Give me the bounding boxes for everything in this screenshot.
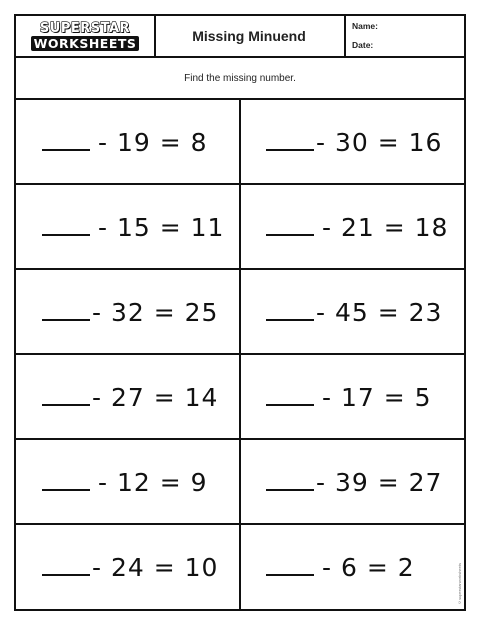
answer-blank[interactable]	[42, 319, 90, 321]
problem-expression: - 12 = 9	[98, 468, 208, 497]
worksheet-title: Missing Minuend	[192, 28, 306, 44]
problem-cell	[42, 525, 218, 610]
problem-cell	[266, 100, 442, 185]
problem-cell	[42, 100, 208, 185]
problem-expression: - 15 = 11	[98, 213, 225, 242]
problem-expression: - 32 = 25	[92, 298, 219, 327]
superstar-worksheets-logo	[20, 18, 150, 54]
problem-expression: - 27 = 14	[92, 383, 219, 412]
date-field[interactable]: Date:	[352, 40, 374, 50]
answer-blank[interactable]	[42, 489, 90, 491]
problem-cell	[42, 270, 218, 355]
answer-blank[interactable]	[266, 574, 314, 576]
problem-expression: - 17 = 5	[322, 383, 432, 412]
answer-blank[interactable]	[266, 319, 314, 321]
instructions: Find the missing number.	[16, 58, 464, 100]
problem-expression: - 39 = 27	[316, 468, 443, 497]
answer-blank[interactable]	[42, 234, 90, 236]
problem-cell	[42, 185, 224, 270]
problem-cell	[42, 440, 208, 525]
problem-expression: - 21 = 18	[322, 213, 449, 242]
problem-cell	[266, 185, 448, 270]
problem-cell	[266, 525, 415, 610]
answer-blank[interactable]	[42, 149, 90, 151]
problem-expression: - 19 = 8	[98, 128, 208, 157]
problem-cell	[42, 355, 218, 440]
answer-blank[interactable]	[42, 404, 90, 406]
logo-line-1: SUPERSTAR	[39, 21, 131, 36]
answer-blank[interactable]	[42, 574, 90, 576]
problem-cell	[266, 355, 432, 440]
problem-expression: - 6 = 2	[322, 553, 415, 582]
name-date-fields	[346, 16, 464, 56]
problem-cell	[266, 270, 442, 355]
problem-grid	[16, 100, 464, 609]
copyright-notice: ©superstarworksheets	[457, 563, 462, 605]
name-field[interactable]: Name:	[352, 21, 378, 31]
answer-blank[interactable]	[266, 404, 314, 406]
answer-blank[interactable]	[266, 149, 314, 151]
problem-expression: - 24 = 10	[92, 553, 219, 582]
problem-cell	[266, 440, 442, 525]
answer-blank[interactable]	[266, 234, 314, 236]
problem-expression: - 45 = 23	[316, 298, 443, 327]
logo-line-2: WORKSHEETS	[31, 36, 140, 51]
answer-blank[interactable]	[266, 489, 314, 491]
worksheet	[14, 14, 466, 611]
worksheet-header	[16, 16, 464, 58]
problem-expression: - 30 = 16	[316, 128, 443, 157]
